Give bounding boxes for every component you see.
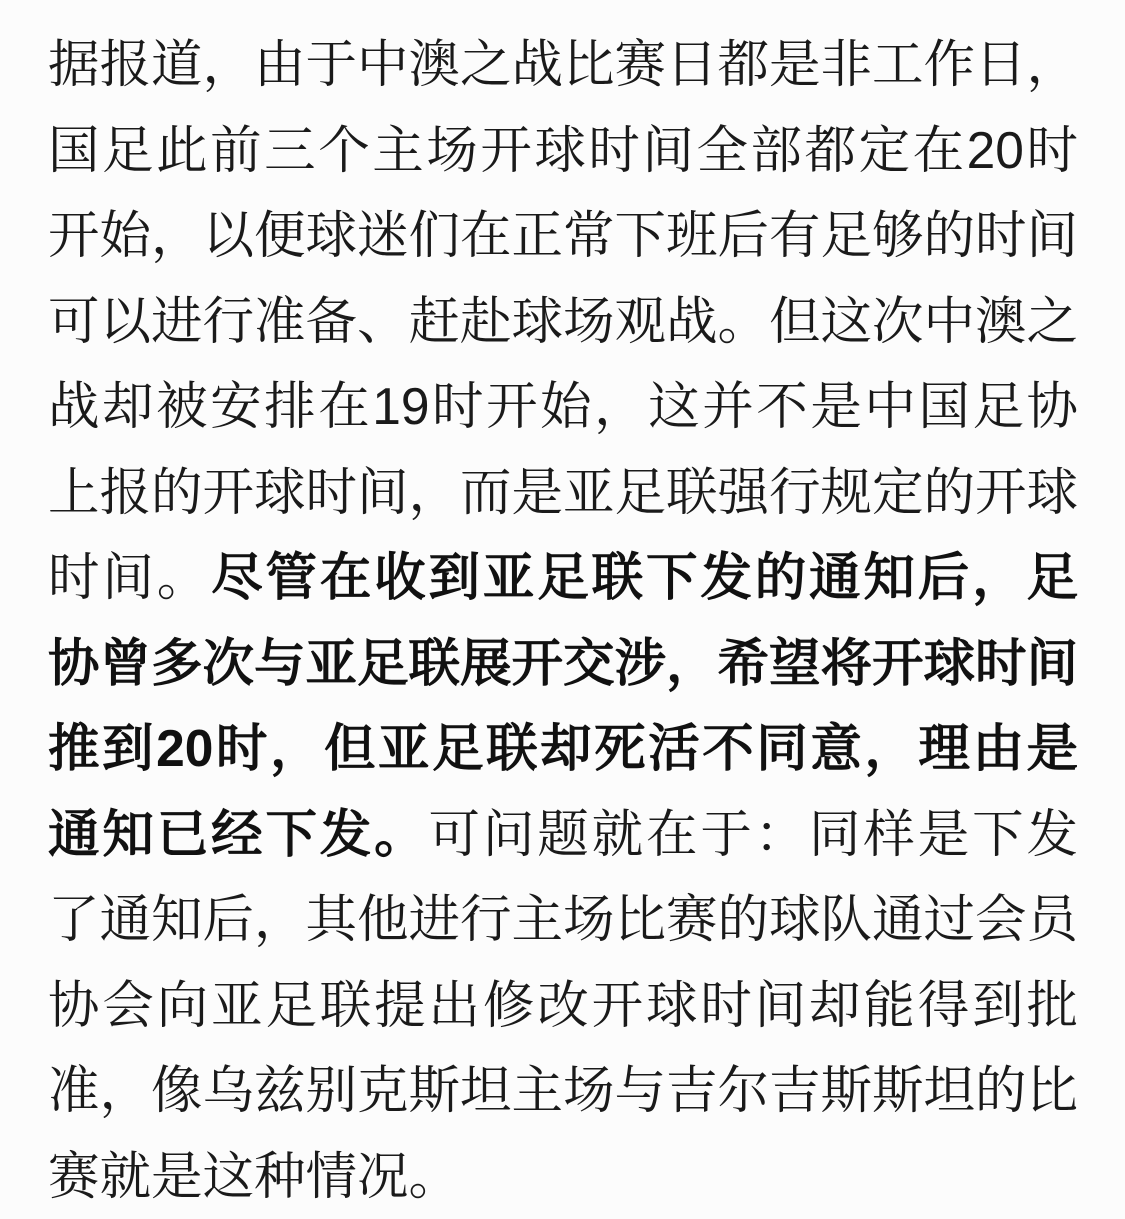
article-paragraph	[48, 22, 1078, 1219]
text-segment-bold-emphasis: 尽管在收到亚足联下发的通知后，足协曾多次与亚足联展开交涉，希望将开球时间推到20时，但亚足联却死活不同意，理由是通知已经下发。	[48, 548, 1079, 863]
text-segment-lead: 据报道，由于中澳之战比赛日都是非工作日，国足此前三个主场开球时间全部都定在20时开始，以便球迷们在正常下班后有足够的时间可以进行准备、赶赴球场观战。但这次中澳之战却被安排在19时开始，这并不是中国足协上报的开球时间，而是亚足联强行规定的开球时间。	[48, 35, 1079, 606]
text-segment-trail: 可问题就在于：同样是下发了通知后，其他进行主场比赛的球队通过会员协会向亚足联提出修改开球时间却能得到批准，像乌兹别克斯坦主场与吉尔吉斯斯坦的比赛就是这种情况。	[48, 804, 1079, 1205]
